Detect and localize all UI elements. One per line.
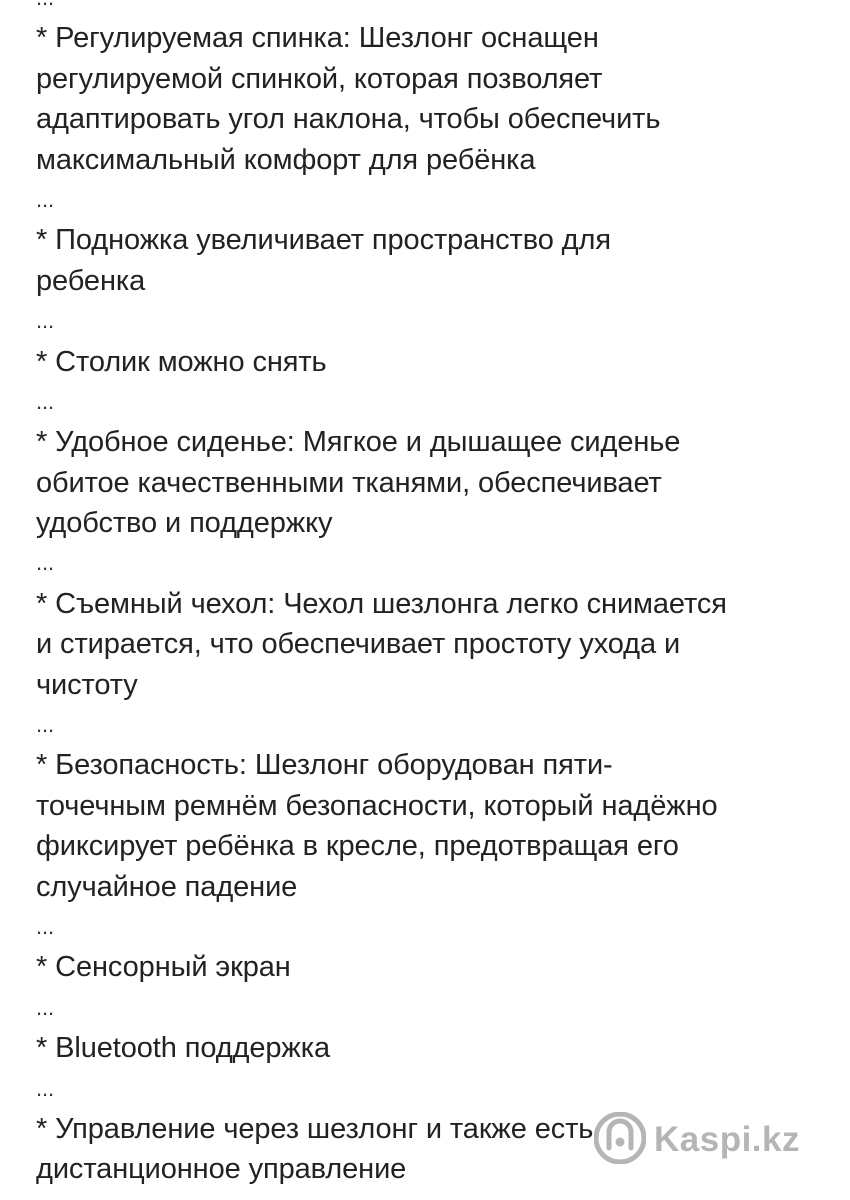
separator-ellipsis [36,0,826,18]
product-description [36,0,826,1190]
separator-ellipsis: ... [36,550,55,576]
description-line: фиксирует ребёнка в кресле, предотвращая его [36,830,679,863]
description-line: * Управление через шезлонг и также есть [36,1112,594,1145]
watermark-text: Kaspi.kz [654,1120,800,1159]
description-line: и стирается, что обеспечивает простоту ухода и [36,628,681,661]
separator-ellipsis: ... [36,186,55,212]
separator-ellipsis: ... [36,308,55,334]
separator-ellipsis: ... [36,994,55,1020]
description-line: ребенка [36,264,146,297]
description-line: дистанционное управление [36,1153,407,1186]
description-line: * Регулируемая спинка: Шезлонг оснащен [36,22,599,55]
description-line: максимальный комфорт для ребёнка [36,143,536,176]
description-line: удобство и поддержку [36,507,333,540]
description-line: чистоту [36,668,138,701]
description-line: * Сенсорный экран [36,951,291,984]
description-line: обитое качественными тканями, обеспечивает [36,466,662,499]
separator-ellipsis: ... [36,1075,55,1101]
description-line: * Подножка увеличивает пространство для [36,224,611,257]
description-line: случайное падение [36,870,298,903]
description-line: * Столик можно снять [36,345,327,378]
description-line: регулируемой спинкой, которая позволяет [36,62,603,95]
separator-ellipsis: ... [36,712,55,738]
description-line: точечным ремнём безопасности, который надёжно [36,789,718,822]
description-line: * Удобное сиденье: Мягкое и дышащее сиденье [36,426,681,459]
description-line: адаптировать угол наклона, чтобы обеспечить [36,103,661,136]
description-line: * Съемный чехол: Чехол шезлонга легко снимается [36,587,727,620]
separator-ellipsis: ... [36,913,55,939]
description-line: * Bluetooth поддержка [36,1032,330,1065]
separator-ellipsis: ... [36,388,55,414]
description-line: * Безопасность: Шезлонг оборудован пяти- [36,749,613,782]
